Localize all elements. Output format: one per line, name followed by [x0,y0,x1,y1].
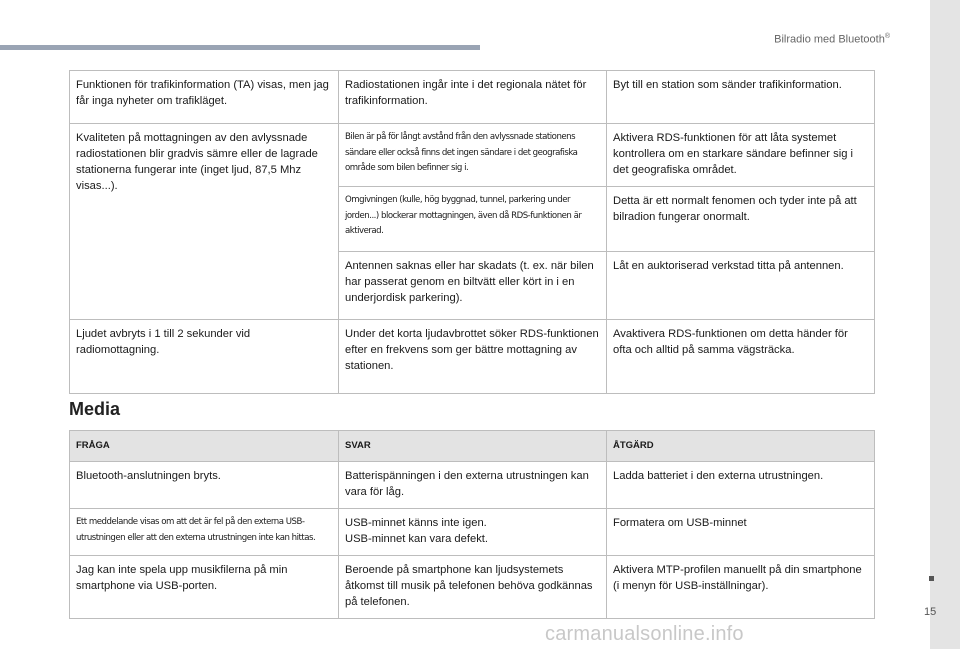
table-row [70,509,875,556]
section-title-media: Media [69,399,121,419]
action-cell: Avaktivera RDS-funktionen om detta händer för ofta och alltid på samma vägsträcka. [607,320,875,394]
answer-cell: Batterispänningen i den externa utrustningen kan vara för låg. [339,462,607,509]
question-cell: Bluetooth-anslutningen bryts. [70,462,339,509]
action-cell: Formatera om USB-minnet [607,509,875,556]
table-header-row [70,431,875,462]
question-cell: Kvaliteten på mottagningen av den avlyssnade radiostationen blir gradvis sämre eller de lagrade stationerna fungerar inte (inget ljud, 87,5 Mhz visas...). [70,124,339,320]
answer-cell: Beroende på smartphone kan ljudsystemets åtkomst till musik på telefonen behöva godkännas på telefonen. [339,556,607,619]
answer-cell: Under det korta ljudavbrottet söker RDS-funktionen efter en frekvens som ger bättre mottagning av stationen. [339,320,607,394]
question-cell: Jag kan inte spela upp musikfilerna på min smartphone via USB-porten. [70,556,339,619]
question-cell: Ett meddelande visas om att det är fel på den externa USB-utrustningen eller att den externa utrustningen inte kan hittas. [70,509,339,556]
header-accent-bar [0,45,480,50]
answer-line: USB-minnet kan vara defekt. [345,533,489,545]
table-row [70,320,875,394]
table-row [70,124,875,187]
registered-mark: ® [884,33,890,40]
action-cell: Aktivera MTP-profilen manuellt på din smartphone (i menyn för USB-inställningar). [607,556,875,619]
answer-line: USB-minnet känns inte igen. [345,517,487,529]
question-cell: Ljudet avbryts i 1 till 2 sekunder vid radiomottagning. [70,320,339,394]
question-cell: Funktionen för trafikinformation (TA) visas, men jag får inga nyheter om trafikläget. [70,71,339,124]
media-troubleshooting-table [69,430,875,619]
action-cell: Aktivera RDS-funktionen för att låta systemet kontrollera om en starkare sändare befinner sig i det geografiska området. [607,124,875,187]
column-header-question: FRÅGA [70,431,339,462]
answer-cell: Omgivningen (kulle, hög byggnad, tunnel, parkering under jorden...) blockerar mottagningen, även då RDS-funktionen är aktiverad. [339,187,607,252]
page-header-title: Bilradio med Bluetooth® [774,33,890,46]
radio-troubleshooting-table [69,70,875,394]
answer-cell: Bilen är på för långt avstånd från den avlyssnade stationens sändare eller också finns det ingen sändare i det geografiska område som bilen befinner sig i. [339,124,607,187]
answer-cell: Antennen saknas eller har skadats (t. ex. när bilen har passerat genom en biltvätt eller kört in i en underjordisk parkering). [339,252,607,320]
column-header-answer: SVAR [339,431,607,462]
table-row [70,71,875,124]
page-number: 15 [924,606,937,618]
action-cell: Byt till en station som sänder trafikinformation. [607,71,875,124]
answer-cell: Radiostationen ingår inte i det regionala nätet för trafikinformation. [339,71,607,124]
table-row [70,556,875,619]
answer-cell [339,509,607,556]
action-cell: Ladda batteriet i den externa utrustningen. [607,462,875,509]
action-cell: Detta är ett normalt fenomen och tyder inte på att bilradion fungerar onormalt. [607,187,875,252]
table-row [70,462,875,509]
column-header-action: ÅTGÄRD [607,431,875,462]
end-marker-icon [929,576,934,581]
page-side-margin [930,0,960,649]
action-cell: Låt en auktoriserad verkstad titta på antennen. [607,252,875,320]
watermark: carmanualsonline.info [545,623,744,645]
